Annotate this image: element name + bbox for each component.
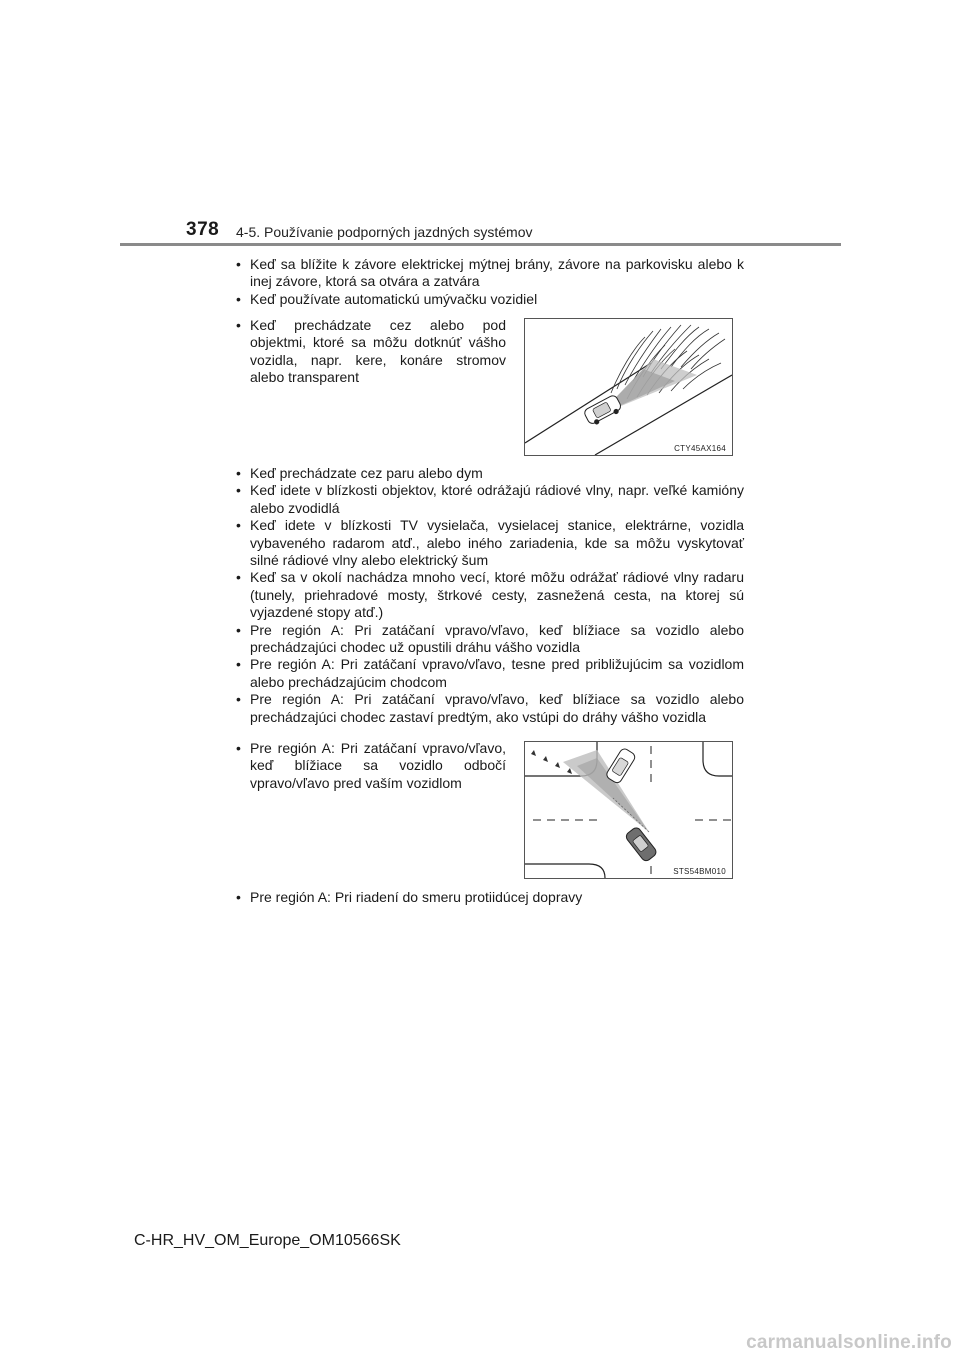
list-item: • Keď sa blížite k závore elektrickej mýtnej brány, závore na parkovisku alebo k inej závore, ktorá sa otvára a zatvára [236,256,744,291]
list-item: • Keď prechádzate cez alebo pod objektmi, ktoré sa môžu dotknúť vášho vozidla, napr. kere, konáre stromov alebo transparent [236,317,506,387]
section-title: 4-5. Používanie podporných jazdných systémov [236,224,533,240]
list-item: • Keď idete v blízkosti TV vysielača, vysielacej stanice, elektrárne, vozidla vybaveného radarom atď., alebo iného zariadenia, kde sa môžu vyskytovať silné rádiové vlny alebo elektrický šum [236,517,744,569]
list-item: • Pre región A: Pri zatáčaní vpravo/vľavo, keď blížiace sa vozidlo alebo prechádzajúci chodec už opustili dráhu vášho vozidla [236,622,744,657]
bullet-list-middle [236,465,744,726]
car-under-branches-illustration [525,319,732,455]
footer-doc-id: C-HR_HV_OM_Europe_OM10566SK [134,1232,401,1249]
watermark: carmanualsonline.info [746,1332,952,1353]
bullet-list-bottom [236,889,744,906]
list-item: • Pre región A: Pri riadení do smeru protiidúcej dopravy [236,889,744,906]
list-item: • Keď sa v okolí nachádza mnoho vecí, ktoré môžu odrážať rádiové vlny radaru (tunely, priehradové mosty, štrkové cesty, zasnežená cesta, na ktorej sú vyjazdené stopy atď.) [236,569,744,621]
figure-code: STS54BM010 [673,867,726,876]
intersection-turning-cars-illustration [525,742,732,878]
figure-intersection [524,741,733,879]
list-item: • Pre región A: Pri zatáčaní vpravo/vľavo, keď blížiace sa vozidlo odbočí vpravo/vľavo pred vaším vozidlom [236,740,506,792]
bullet-list-top [236,256,744,308]
list-item: • Pre región A: Pri zatáčaní vpravo/vľavo, tesne pred približujúcim sa vozidlom alebo prechádzajúcim chodcom [236,656,744,691]
page-number: 378 [186,219,220,240]
header-rule [120,243,841,246]
bullet-list-figure2 [236,740,506,792]
bullet-list-figure1 [236,317,506,387]
list-item: • Keď prechádzate cez paru alebo dym [236,465,744,482]
list-item: • Pre región A: Pri zatáčaní vpravo/vľavo, keď blížiace sa vozidlo alebo prechádzajúci chodec zastaví predtým, ako vstúpi do dráhy vášho vozidla [236,691,744,726]
figure-code: CTY45AX164 [674,444,726,453]
list-item: • Keď používate automatickú umývačku vozidiel [236,291,744,308]
list-item: • Keď idete v blízkosti objektov, ktoré odrážajú rádiové vlny, napr. veľké kamióny alebo zvodidlá [236,482,744,517]
figure-branches [524,318,733,456]
